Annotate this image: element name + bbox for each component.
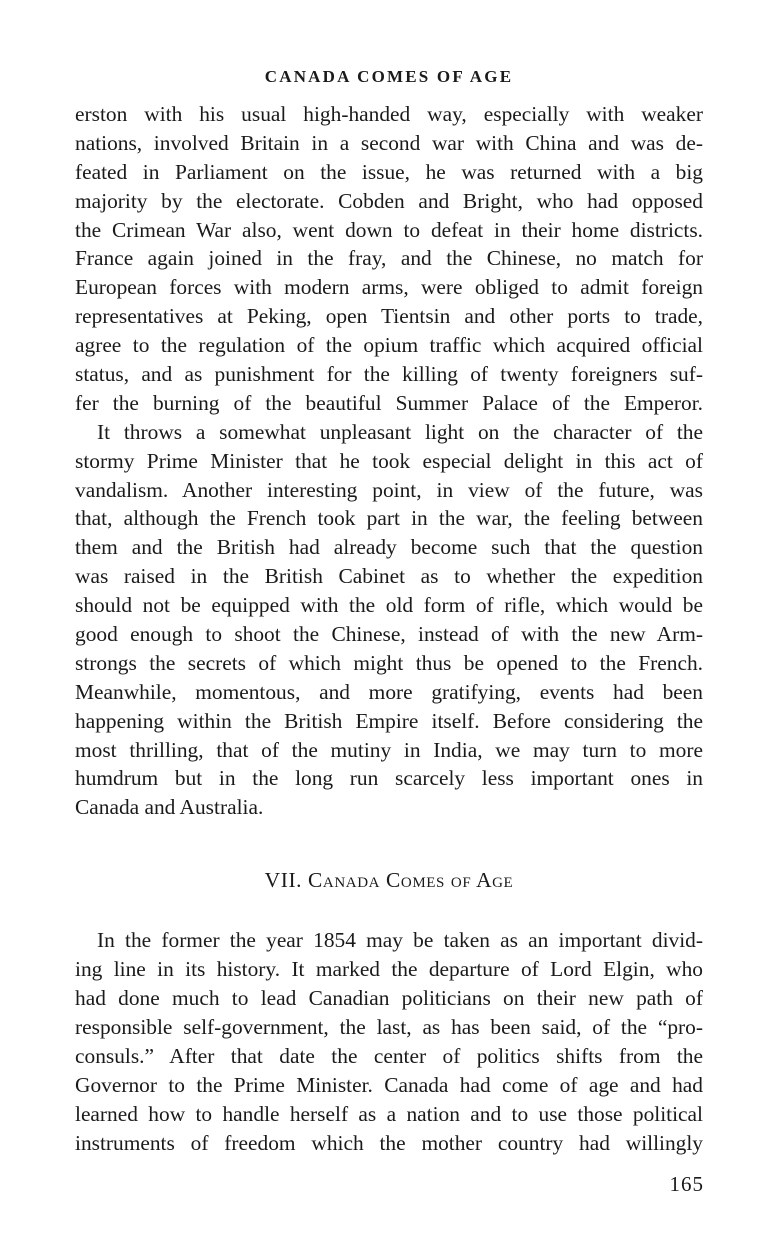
- text-line: good enough to shoot the Chinese, instead of with the new Arm-: [75, 622, 703, 647]
- running-head: CANADA COMES OF AGE: [264, 67, 514, 86]
- text-line: Canada and Australia.: [75, 795, 264, 820]
- paragraph-2: [75, 418, 703, 822]
- text-line: had done much to lead Canadian politicians on their new path of: [75, 986, 703, 1011]
- text-line: European forces with modern arms, were obliged to admit foreign: [75, 275, 703, 300]
- text-line: instruments of freedom which the mother country had willingly: [75, 1130, 703, 1155]
- text-line: majority by the electorate. Cobden and Bright, who had opposed: [75, 188, 703, 213]
- text-line: fer the burning of the beautiful Summer Palace of the Emperor.: [75, 390, 703, 415]
- paragraph-1: [75, 100, 703, 418]
- text-line: most thrilling, that of the mutiny in India, we may turn to more: [75, 737, 703, 762]
- text-line: ing line in its history. It marked the departure of Lord Elgin, who: [75, 957, 703, 982]
- text-line: should not be equipped with the old form of rifle, which would be: [75, 593, 703, 618]
- page-number: 165: [669, 1172, 704, 1196]
- text-line: that, although the French took part in the war, the feeling between: [75, 506, 703, 531]
- text-line: Governor to the Prime Minister. Canada had come of age and had: [75, 1072, 703, 1097]
- section-heading: VII. Canada Comes of Age: [264, 868, 514, 893]
- paragraph-3: [75, 926, 703, 1157]
- text-line: nations, involved Britain in a second war with China and was de-: [75, 130, 703, 155]
- text-line: was raised in the British Cabinet as to whether the expedition: [75, 564, 703, 589]
- text-line: France again joined in the fray, and the Chinese, no match for: [75, 246, 703, 271]
- text-line: It throws a somewhat unpleasant light on the character of the: [97, 419, 703, 444]
- text-line: stormy Prime Minister that he took especial delight in this act of: [75, 448, 703, 473]
- text-line: erston with his usual high-handed way, especially with weaker: [75, 102, 703, 126]
- book-page: [75, 64, 703, 1157]
- text-line: learned how to handle herself as a nation and to use those political: [75, 1101, 703, 1126]
- text-line: strongs the secrets of which might thus be opened to the French.: [75, 650, 703, 675]
- text-line: responsible self-government, the last, as has been said, of the “pro-: [75, 1014, 703, 1039]
- text-line: the Crimean War also, went down to defeat in their home districts.: [75, 217, 703, 242]
- text-line: In the former the year 1854 may be taken as an important divid-: [97, 928, 703, 953]
- text-line: happening within the British Empire itself. Before considering the: [75, 708, 703, 733]
- text-line: humdrum but in the long run scarcely less important ones in: [75, 766, 703, 791]
- text-line: status, and as punishment for the killing of twenty foreigners suf-: [75, 362, 703, 387]
- text-line: representatives at Peking, open Tientsin and other ports to trade,: [75, 304, 703, 329]
- text-line: feated in Parliament on the issue, he was returned with a big: [75, 159, 703, 184]
- text-line: agree to the regulation of the opium traffic which acquired official: [75, 333, 703, 358]
- text-line: vandalism. Another interesting point, in view of the future, was: [75, 477, 703, 502]
- text-line: Meanwhile, momentous, and more gratifying, events had been: [75, 679, 703, 704]
- text-line: them and the British had already become such that the question: [75, 535, 703, 560]
- text-line: consuls.” After that date the center of politics shifts from the: [75, 1043, 703, 1068]
